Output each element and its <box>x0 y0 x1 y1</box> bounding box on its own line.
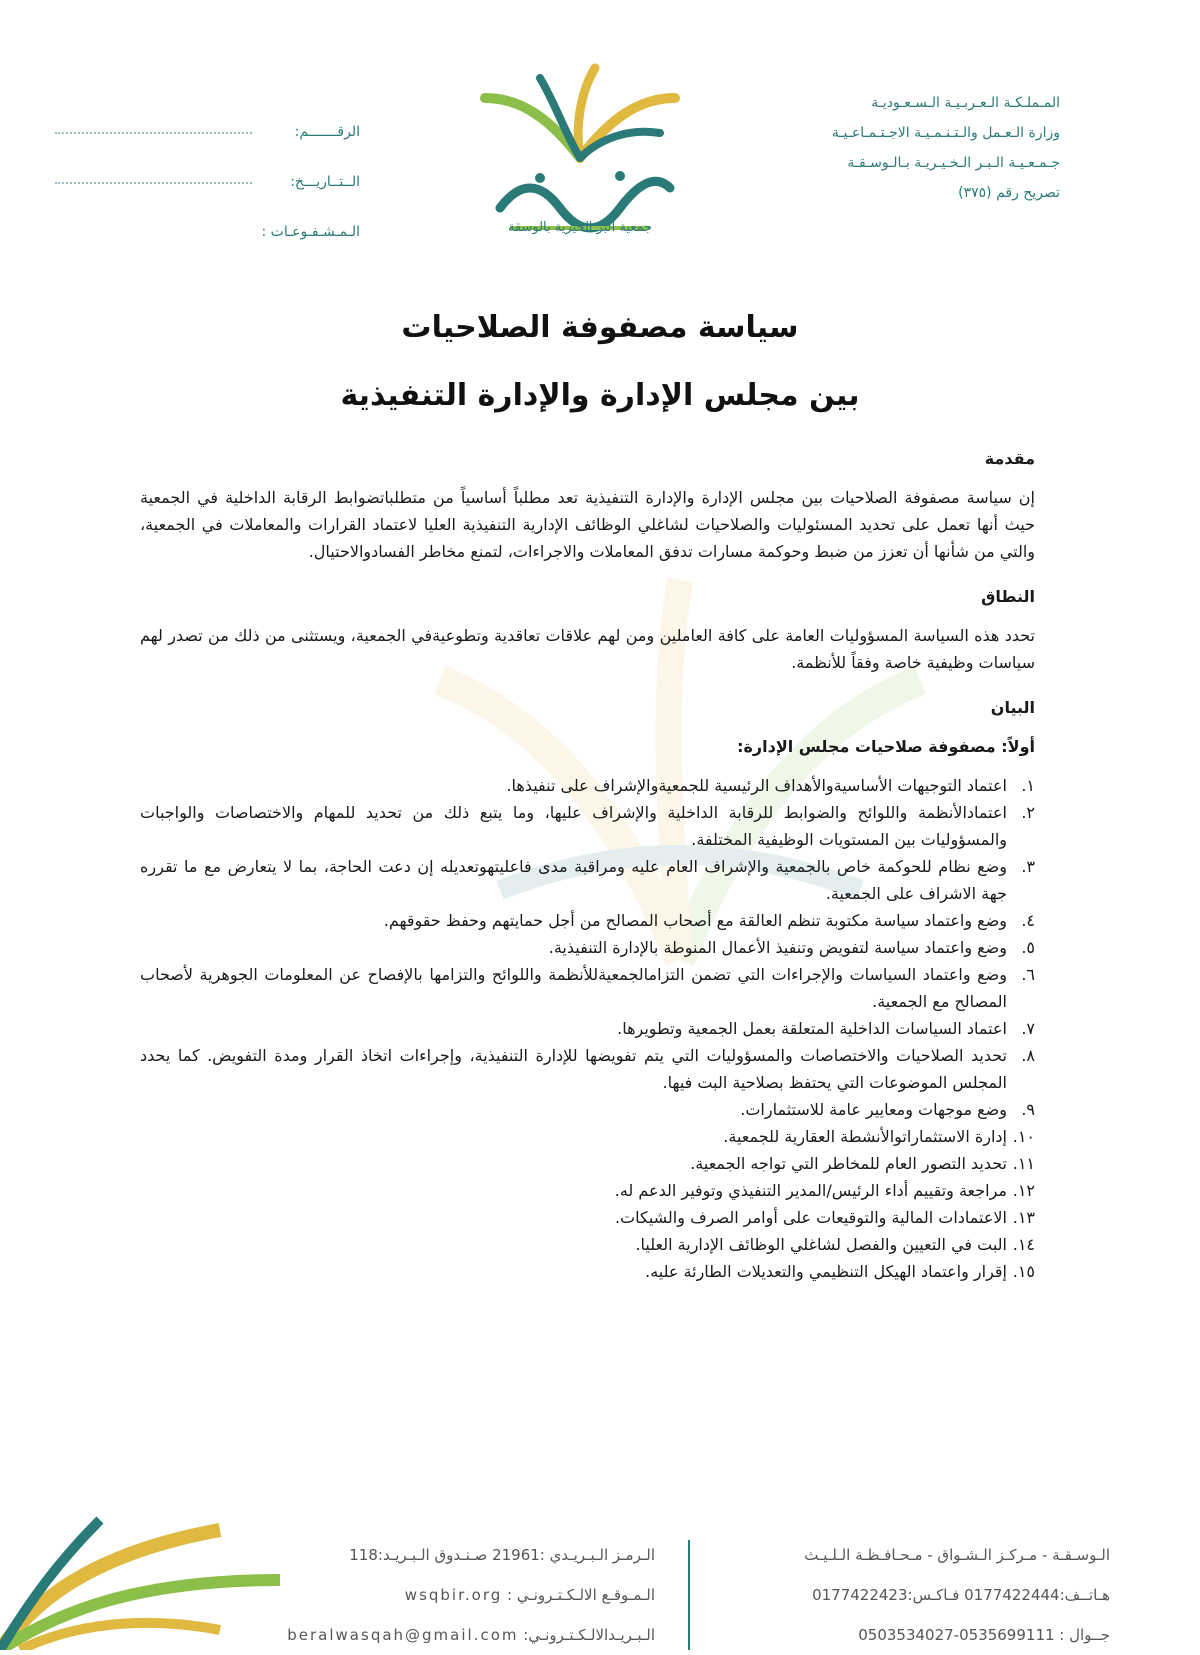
country-name: المـملـكـة الـعـربـيـة الـسـعـوديـة <box>871 95 1060 111</box>
list-item <box>140 772 1035 799</box>
ref-number-row <box>55 90 360 140</box>
list-item-number: ١٠. <box>1012 1127 1035 1146</box>
list-item <box>140 1150 1035 1177</box>
list-item-number: ١٤. <box>1012 1235 1035 1254</box>
document-body <box>140 445 1035 1285</box>
list-item-number: ٥. <box>1021 938 1035 957</box>
list-item-text: وضع واعتماد السياسات والإجراءات التي تضمن التزامالجمعيةللأنظمة واللوائح والتزامها بالإفصاح عن المعلومات الجوهرية لأصحاب المصالح مع الجمعية. <box>140 965 1007 1011</box>
attachments-label: الـمـشـفـوعـات : <box>261 224 360 240</box>
list-item-text: الاعتمادات المالية والتوقيعات على أوامر الصرف والشيكات. <box>614 1208 1007 1227</box>
footer-contact <box>700 1535 1110 1655</box>
list-item <box>140 1123 1035 1150</box>
list-item-number: ٧. <box>1021 1019 1035 1038</box>
list-item <box>140 853 1035 907</box>
list-item <box>140 799 1035 853</box>
document-subtitle: بين مجلس الإدارة والإدارة التنفيذية <box>340 378 860 413</box>
list-item-number: ٨. <box>1021 1046 1035 1065</box>
scope-paragraph: تحدد هذه السياسة المسؤوليات العامة على كافة العاملين ومن لهم علاقات تعاقدية وتطوعيةفي الجمعية، ويستثنى من ذلك من تصدر لهم سياسات وظيفية خاصة وفقاً للأنظمة. <box>140 626 1035 672</box>
statement-heading: البيان <box>990 698 1035 717</box>
board-powers-list <box>140 772 1035 1285</box>
list-item <box>140 1177 1035 1204</box>
footer-address: الـوسـقـة - مـركـز الـشـواق - مـحـافـظـة الـلـيـث <box>804 1546 1110 1564</box>
list-item-text: وضع موجهات ومعايير عامة للاستثمارات. <box>740 1100 1007 1119</box>
footer-email[interactable]: الـبـريـدالالـكـتـرونـي: beralwasqah@gmail.com <box>287 1626 655 1644</box>
list-item-number: ١٥. <box>1012 1262 1035 1281</box>
footer-postal <box>255 1535 655 1655</box>
footer-mobile: جــوال : 0535699111-0503534027 <box>858 1626 1110 1644</box>
list-item-number: ١٣. <box>1012 1208 1035 1227</box>
list-item-number: ١٢. <box>1012 1181 1035 1200</box>
list-item <box>140 1096 1035 1123</box>
date-row <box>55 140 360 190</box>
list-item-number: ١١. <box>1012 1154 1035 1173</box>
list-item-number: ٤. <box>1021 911 1035 930</box>
list-item-text: وضع نظام للحوكمة خاص بالجمعية والإشراف العام عليه ومراقبة مدى فاعليتهوتعديله إن دعت الحاجة، بما لا يتعارض مع ما تقرره جهة الاشراف على الجمعية. <box>140 857 1007 903</box>
list-item-text: اعتماد التوجيهات الأساسيةوالأهداف الرئيسية للجمعيةوالإشراف على تنفيذها. <box>506 776 1007 795</box>
corner-decoration <box>0 1500 300 1650</box>
list-item <box>140 907 1035 934</box>
footer-website[interactable]: الـمـوقـع الالـكـتـرونـي : wsqbir.org <box>404 1586 655 1604</box>
list-item <box>140 1015 1035 1042</box>
ministry-name: وزارة الـعـمل والـتـنـمـيـة الاجـتـمـاعـيـة <box>831 125 1060 141</box>
list-item-text: مراجعة وتقييم أداء الرئيس/المدير التنفيذي وتوفير الدعم له. <box>614 1181 1007 1200</box>
reference-fields <box>55 90 360 240</box>
footer-phone: هـاتــف:0177422444 فـاكـس:0177422423 <box>812 1586 1110 1604</box>
scope-heading: النطاق <box>981 587 1035 606</box>
permit-number: تصريح رقم (٣٧٥) <box>958 185 1060 201</box>
list-item <box>140 1231 1035 1258</box>
logo-caption: جمعية البر الخيرية بالوسقة <box>507 220 653 235</box>
list-item-text: إدارة الاستثماراتوالأنشطة العقارية للجمعية. <box>723 1127 1007 1146</box>
intro-heading: مقدمة <box>984 449 1035 468</box>
list-item <box>140 1042 1035 1096</box>
list-item-number: ٢. <box>1021 803 1035 822</box>
board-powers-heading: أولاً: مصفوفة صلاحيات مجلس الإدارة: <box>737 737 1035 756</box>
list-item <box>140 1204 1035 1231</box>
date-line <box>55 182 252 184</box>
list-item-text: تحديد التصور العام للمخاطر التي تواجه الجمعية. <box>690 1154 1007 1173</box>
list-item-text: وضع واعتماد سياسة لتفويض وتنفيذ الأعمال المنوطة بالإدارة التنفيذية. <box>548 938 1007 957</box>
list-item-text: اعتمادالأنظمة واللوائح والضوابط للرقابة الداخلية والإشراف عليها، وما يتبع ذلك من تحديد للمهام والاختصاصات والواجبات والمسؤوليات بين المستويات الوظيفية المختلفة. <box>140 803 1007 849</box>
list-item-number: ١. <box>1021 776 1035 795</box>
footer-postal-code: الـرمـز الـبـريـدي :21961 صـنـدوق الـبـريـد:118 <box>349 1546 655 1564</box>
list-item <box>140 961 1035 1015</box>
document-title: سياسة مصفوفة الصلاحيات <box>401 310 799 345</box>
list-item <box>140 934 1035 961</box>
date-label: الــتــاريـــخ: <box>290 174 360 190</box>
list-item-number: ٣. <box>1021 857 1035 876</box>
intro-paragraph: إن سياسة مصفوفة الصلاحيات بين مجلس الإدارة والإدارة التنفيذية تعد مطلباً أساسياً من متطلباتضوابط الرقابة الداخلية في الجمعية حيث أنها تعمل على تحديد المسئوليات والصلاحيات لشاغلي الوظائف الإدارية التنفيذية العليا لاعتماد القرارات والمعاملات في الجمعية، والتي من شأنها أن تعزز من ضبط وحوكمة مسارات تدفق المعاملات والاجراءات، لتمنع مخاطر الفسادوالاحتيال. <box>140 488 1035 561</box>
list-item-text: تحديد الصلاحيات والاختصاصات والمسؤوليات التي يتم تفويضها للإدارة التنفيذية، وإجراءات اتخاذ القرار ومدة التفويض. كما يحدد المجلس الموضوعات التي يحتفظ بصلاحية البت فيها. <box>140 1046 1007 1092</box>
list-item-number: ٩. <box>1021 1100 1035 1119</box>
list-item-text: البت في التعيين والفصل لشاغلي الوظائف الإدارية العليا. <box>635 1235 1007 1254</box>
attachments-row <box>55 190 360 240</box>
ref-number-label: الرقـــــــم: <box>294 124 360 140</box>
list-item-text: وضع واعتماد سياسة مكتوبة تنظم العالقة مع أصحاب المصالح من أجل حمايتهم وحفظ حقوقهم. <box>383 911 1007 930</box>
association-name: جـمـعـيـة الـبـر الـخـيـريـة بـالـوسـقـة <box>847 155 1060 171</box>
list-item <box>140 1258 1035 1285</box>
org-letterhead <box>720 88 1060 208</box>
list-item-text: إقرار واعتماد الهيكل التنظيمي والتعديلات الطارئة عليه. <box>645 1262 1007 1281</box>
footer-divider <box>688 1540 690 1650</box>
ref-number-line <box>55 132 252 134</box>
list-item-number: ٦. <box>1021 965 1035 984</box>
list-item-text: اعتماد السياسات الداخلية المتعلقة بعمل الجمعية وتطويرها. <box>617 1019 1007 1038</box>
